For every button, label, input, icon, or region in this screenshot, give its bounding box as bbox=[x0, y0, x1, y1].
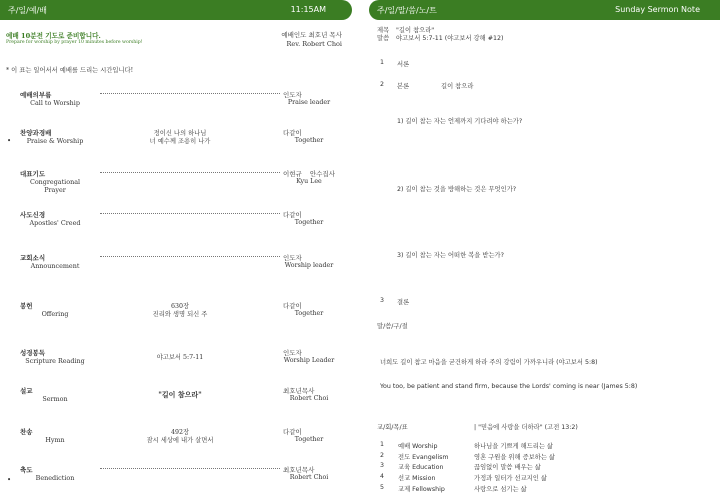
prep-note-en: Prepare for worship by prayer 10 minutes before worship! bbox=[6, 40, 143, 45]
scripture-ref: 야고보서 5:7-11 (야고보서 강해 #12) bbox=[396, 35, 504, 42]
order-item-ko: 설교 bbox=[20, 387, 33, 395]
order-item-en: Call to Worship bbox=[30, 99, 80, 107]
vision-item-en: 교육 Education bbox=[398, 464, 444, 472]
leader-en: Rev. Robert Choi bbox=[286, 40, 342, 48]
order-item-leader-en: Robert Choi bbox=[289, 395, 329, 402]
note-title: 주/일/말/씀/노/트 bbox=[377, 6, 437, 15]
order-item-ko: 대표기도 bbox=[20, 170, 46, 178]
order-item bbox=[0, 253, 352, 287]
outline-num: 1 bbox=[380, 59, 385, 66]
order-item-leader: 인도자 bbox=[283, 91, 302, 99]
order-item-en: Announcement bbox=[30, 262, 80, 270]
church-vision-heading: 교/회/목/표 bbox=[377, 424, 408, 431]
vision-item-desc: 끊임없이 말씀 배우는 삶 bbox=[474, 464, 541, 472]
stand-note: * 이 표는 일어서서 예배를 드리는 시간입니다! bbox=[6, 67, 134, 74]
order-item bbox=[0, 348, 352, 382]
order-item-leader: 인도자 bbox=[283, 349, 302, 357]
order-item-detail: 정이신 나의 하나님 bbox=[153, 130, 207, 137]
note-subtitle: Sunday Sermon Note bbox=[615, 5, 700, 14]
order-item-leader-en: Kyu Lee bbox=[296, 178, 322, 185]
order-item-detail: 492장 bbox=[170, 429, 190, 436]
memory-verse-en: You too, be patient and stand firm, because the Lords' coming is near (James 5:8) bbox=[380, 383, 638, 390]
order-item-leader-en: Robert Choi bbox=[289, 474, 329, 481]
dotted-leader bbox=[100, 93, 280, 94]
standing-marker: • bbox=[7, 476, 12, 484]
memory-verse-ko: 너희도 길이 참고 마음을 굳건하게 하라 주의 강림이 가까우니라 (야고보서 5:8) bbox=[380, 359, 598, 366]
vision-item-en: 예배 Worship bbox=[398, 443, 438, 450]
order-item-ko: 성경봉독 bbox=[20, 349, 46, 357]
order-item-leader: 최호년목사 bbox=[283, 466, 315, 474]
sermon-title-label: 제목 bbox=[377, 27, 390, 34]
order-item-en: Praise & Worship bbox=[26, 137, 84, 145]
church-vision-verse: | "믿음에 사랑을 더하라" (고전 13:2) bbox=[474, 424, 578, 431]
order-item bbox=[0, 301, 352, 335]
order-item-ko: 예배의부름 bbox=[20, 91, 52, 99]
order-item-leader-en: Together bbox=[294, 219, 324, 226]
order-item bbox=[0, 128, 352, 162]
scripture-label: 말씀 bbox=[377, 35, 390, 42]
order-item-leader: 다같이 bbox=[283, 129, 302, 137]
question-3: 3) 길이 참는 자는 어떠한 복을 받는가? bbox=[397, 252, 504, 259]
order-item-leader: 최호년목사 bbox=[283, 387, 315, 395]
order-item-ko: 찬송 bbox=[20, 428, 33, 436]
bulletin-title: 주/일/예/배 bbox=[8, 6, 47, 15]
order-item-detail-2: 진리와 생명 되신 주 bbox=[152, 311, 208, 318]
order-item bbox=[0, 427, 352, 461]
order-item-leader-en: Together bbox=[294, 137, 324, 144]
order-item bbox=[0, 210, 352, 244]
sermon-title: "길이 참으라" bbox=[396, 27, 435, 34]
order-item-leader-en: Worship Leader bbox=[283, 357, 335, 364]
order-item-en: Congregational Prayer bbox=[29, 178, 81, 194]
question-1: 1) 길이 참는 자는 언제까지 기다려야 하는가? bbox=[397, 118, 523, 125]
memory-verse-heading: 말/씀/구/절 bbox=[377, 323, 408, 330]
order-item-leader-en: Together bbox=[294, 436, 324, 443]
order-item-leader: 이현규 안수집사 bbox=[283, 170, 335, 178]
order-item-leader: 다같이 bbox=[283, 302, 302, 310]
dotted-leader bbox=[100, 172, 280, 173]
order-item-ko: 봉헌 bbox=[20, 302, 33, 310]
outline-label: 서론 bbox=[397, 61, 410, 68]
vision-item-en: 전도 Evangelism bbox=[398, 453, 449, 461]
order-item-detail: 야고보서 5:7-11 bbox=[156, 354, 204, 361]
vision-item-desc: 가정과 일터가 선교지인 삶 bbox=[474, 475, 547, 483]
outline-label: 본론 bbox=[397, 83, 410, 90]
order-item-en: Scripture Reading bbox=[25, 357, 85, 365]
order-item-detail-2: 잠시 세상에 내가 살면서 bbox=[146, 437, 214, 444]
order-item-leader: 다같이 bbox=[283, 428, 302, 436]
dotted-leader bbox=[100, 256, 280, 257]
order-item-ko: 축도 bbox=[20, 466, 33, 474]
order-item-detail: 630장 bbox=[170, 303, 190, 310]
service-time: 11:15AM bbox=[290, 5, 326, 14]
order-item bbox=[0, 386, 352, 420]
order-item-en: Hymn bbox=[45, 436, 65, 444]
vision-item-en: 선교 Mission bbox=[398, 475, 436, 483]
order-item-leader-en: Worship leader bbox=[284, 262, 334, 269]
vision-item-num: 4 bbox=[380, 473, 385, 481]
vision-item-en: 교제 Fellowship bbox=[398, 485, 445, 493]
standing-marker: • bbox=[7, 137, 12, 145]
order-item-en: Sermon bbox=[42, 395, 68, 403]
left-header-bar bbox=[0, 0, 352, 20]
order-item-ko: 사도신경 bbox=[20, 211, 46, 219]
leader-ko: 예배인도 최호년 목사 bbox=[281, 31, 342, 39]
order-item-detail: "길이 참으라" bbox=[158, 390, 202, 399]
order-item-en: Offering bbox=[41, 310, 69, 318]
question-2: 2) 길이 참는 것을 방해하는 것은 무엇인가? bbox=[397, 186, 517, 193]
order-item-leader: 인도자 bbox=[283, 254, 302, 262]
order-item-ko: 교회소식 bbox=[20, 254, 46, 262]
outline-subtitle: 길이 참으라 bbox=[441, 83, 474, 90]
order-item-leader-en: Praise leader bbox=[287, 99, 331, 106]
outline-num: 2 bbox=[380, 81, 385, 88]
order-item-en: Benediction bbox=[35, 474, 75, 482]
right-header-bar bbox=[369, 0, 720, 20]
prep-note-ko: 예배 10분전 기도로 준비합니다. bbox=[6, 32, 101, 40]
order-item bbox=[0, 169, 352, 203]
order-item-detail-2: 너 예수께 조용히 나가 bbox=[149, 138, 211, 145]
order-item-leader: 다같이 bbox=[283, 211, 302, 219]
conclusion-label: 결론 bbox=[397, 299, 410, 306]
vision-item-num: 1 bbox=[380, 441, 385, 448]
vision-item-desc: 영혼 구원을 위해 증보하는 삶 bbox=[474, 453, 555, 461]
vision-item-num: 2 bbox=[380, 451, 385, 459]
vision-item-desc: 사랑으로 섬기는 삶 bbox=[474, 485, 527, 493]
conclusion-num: 3 bbox=[380, 297, 385, 304]
order-item-leader-en: Together bbox=[294, 310, 324, 317]
order-item bbox=[0, 465, 352, 498]
vision-item-num: 5 bbox=[380, 483, 385, 491]
dotted-leader bbox=[100, 468, 280, 469]
dotted-leader bbox=[100, 213, 280, 214]
vision-item-num: 3 bbox=[380, 462, 385, 470]
order-item bbox=[0, 90, 352, 124]
vision-item-desc: 하나님을 기쁘게 해드리는 삶 bbox=[474, 443, 553, 450]
order-item-ko: 찬양과경배 bbox=[20, 129, 52, 137]
order-item-en: Apostles' Creed bbox=[29, 219, 81, 227]
